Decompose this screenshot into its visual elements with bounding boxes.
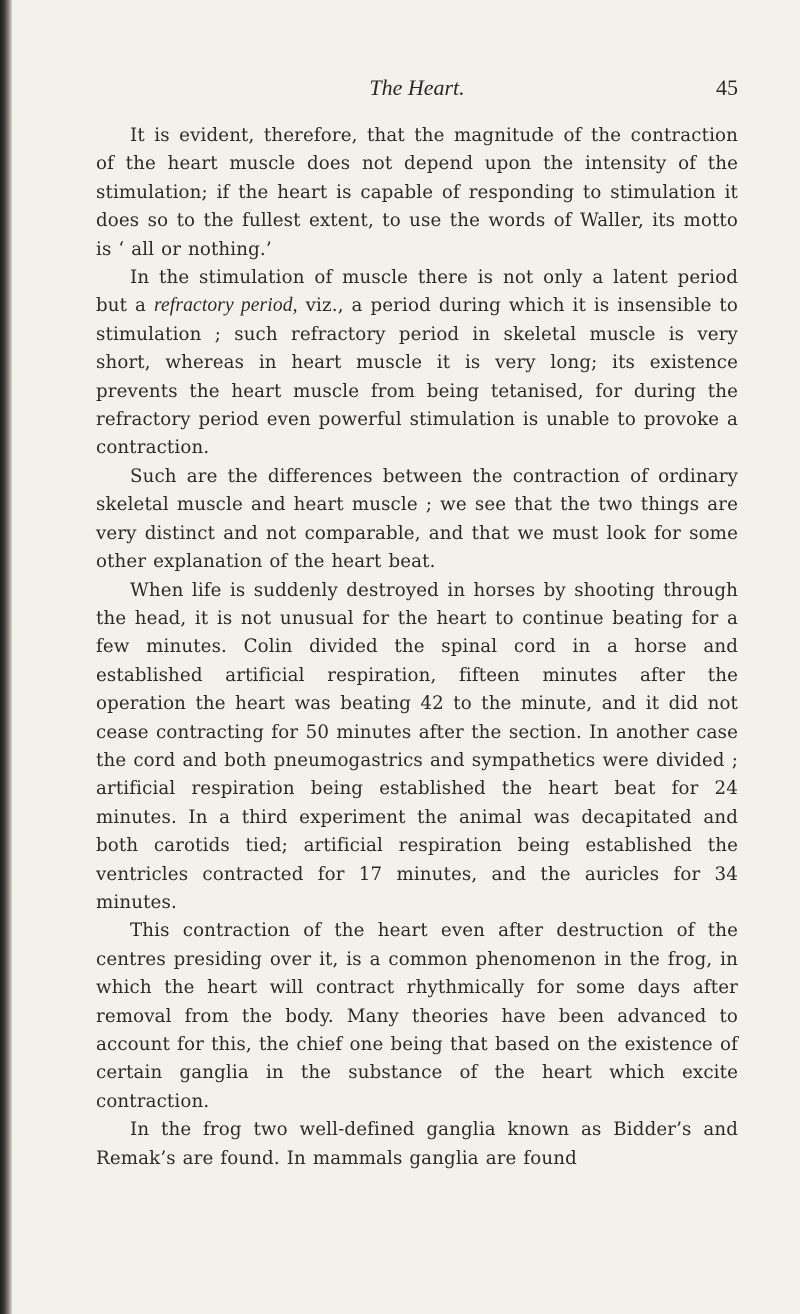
paragraph-1: It is evident, therefore, that the magnitude of the contraction of the heart muscle does not depend upon the intensity of the stimulation; if the heart is capable of responding to stimulation it does so to the fullest extent, to use the words of Waller, its motto is ‘ all or nothing.’ (96, 125, 738, 260)
book-page (96, 0, 738, 1314)
paragraph-4: When life is suddenly destroyed in horses by shooting through the head, it is not unusual for the heart to continue beating for a few minutes. Colin divided the spinal cord in a horse and established artificial respiration, fifteen minutes after the operation the heart was beating 42 to the minute, and it did not cease contracting for 50 minutes after the section. In another case the cord and both pneumogastrics and sympathetics were divided ; artificial respiration being established the heart beat for 24 minutes. In a third experiment the animal was decapitated and both carotids tied; artificial respiration being established the ventricles contracted for 17 minutes, and the auricles for 34 minutes. (96, 579, 738, 913)
body-text (96, 122, 738, 1173)
running-head (96, 76, 738, 100)
page-number: 45 (716, 75, 738, 100)
paragraph-2-lead: In the stimulation of muscle there is not only a latent period but a (96, 267, 738, 317)
paragraph-2-rest: viz., a period during which it is insensible to stimulation ; such refractory period in skeletal muscle is very short, whereas in heart muscle it is very long; its existence prevents the heart muscle from being tetanised, for during the refractory period even powerful stimulation is unable to provoke a contraction. (96, 295, 738, 459)
paragraph-2 (96, 264, 738, 463)
book-binding-edge (0, 0, 12, 1314)
paragraph-3: Such are the differences between the contraction of ordinary skeletal muscle and heart muscle ; we see that the two things are very distinct and not comparable, and that we must look for some other explanation of the heart beat. (96, 465, 738, 573)
refractory-period-term: refractory period, (153, 295, 298, 317)
paragraph-6: In the frog two well-defined ganglia known as Bidder’s and Remak’s are found. In mammals ganglia are found (96, 1119, 738, 1169)
paragraph-5: This contraction of the heart even after destruction of the centres presiding over it, is a common phenomenon in the frog, in which the heart will contract rhythmically for some days after removal from the body. Many theories have been advanced to account for this, the chief one being that based on the existence of certain ganglia in the substance of the heart which excite contraction. (96, 920, 738, 1112)
running-title: The Heart. (369, 75, 465, 100)
